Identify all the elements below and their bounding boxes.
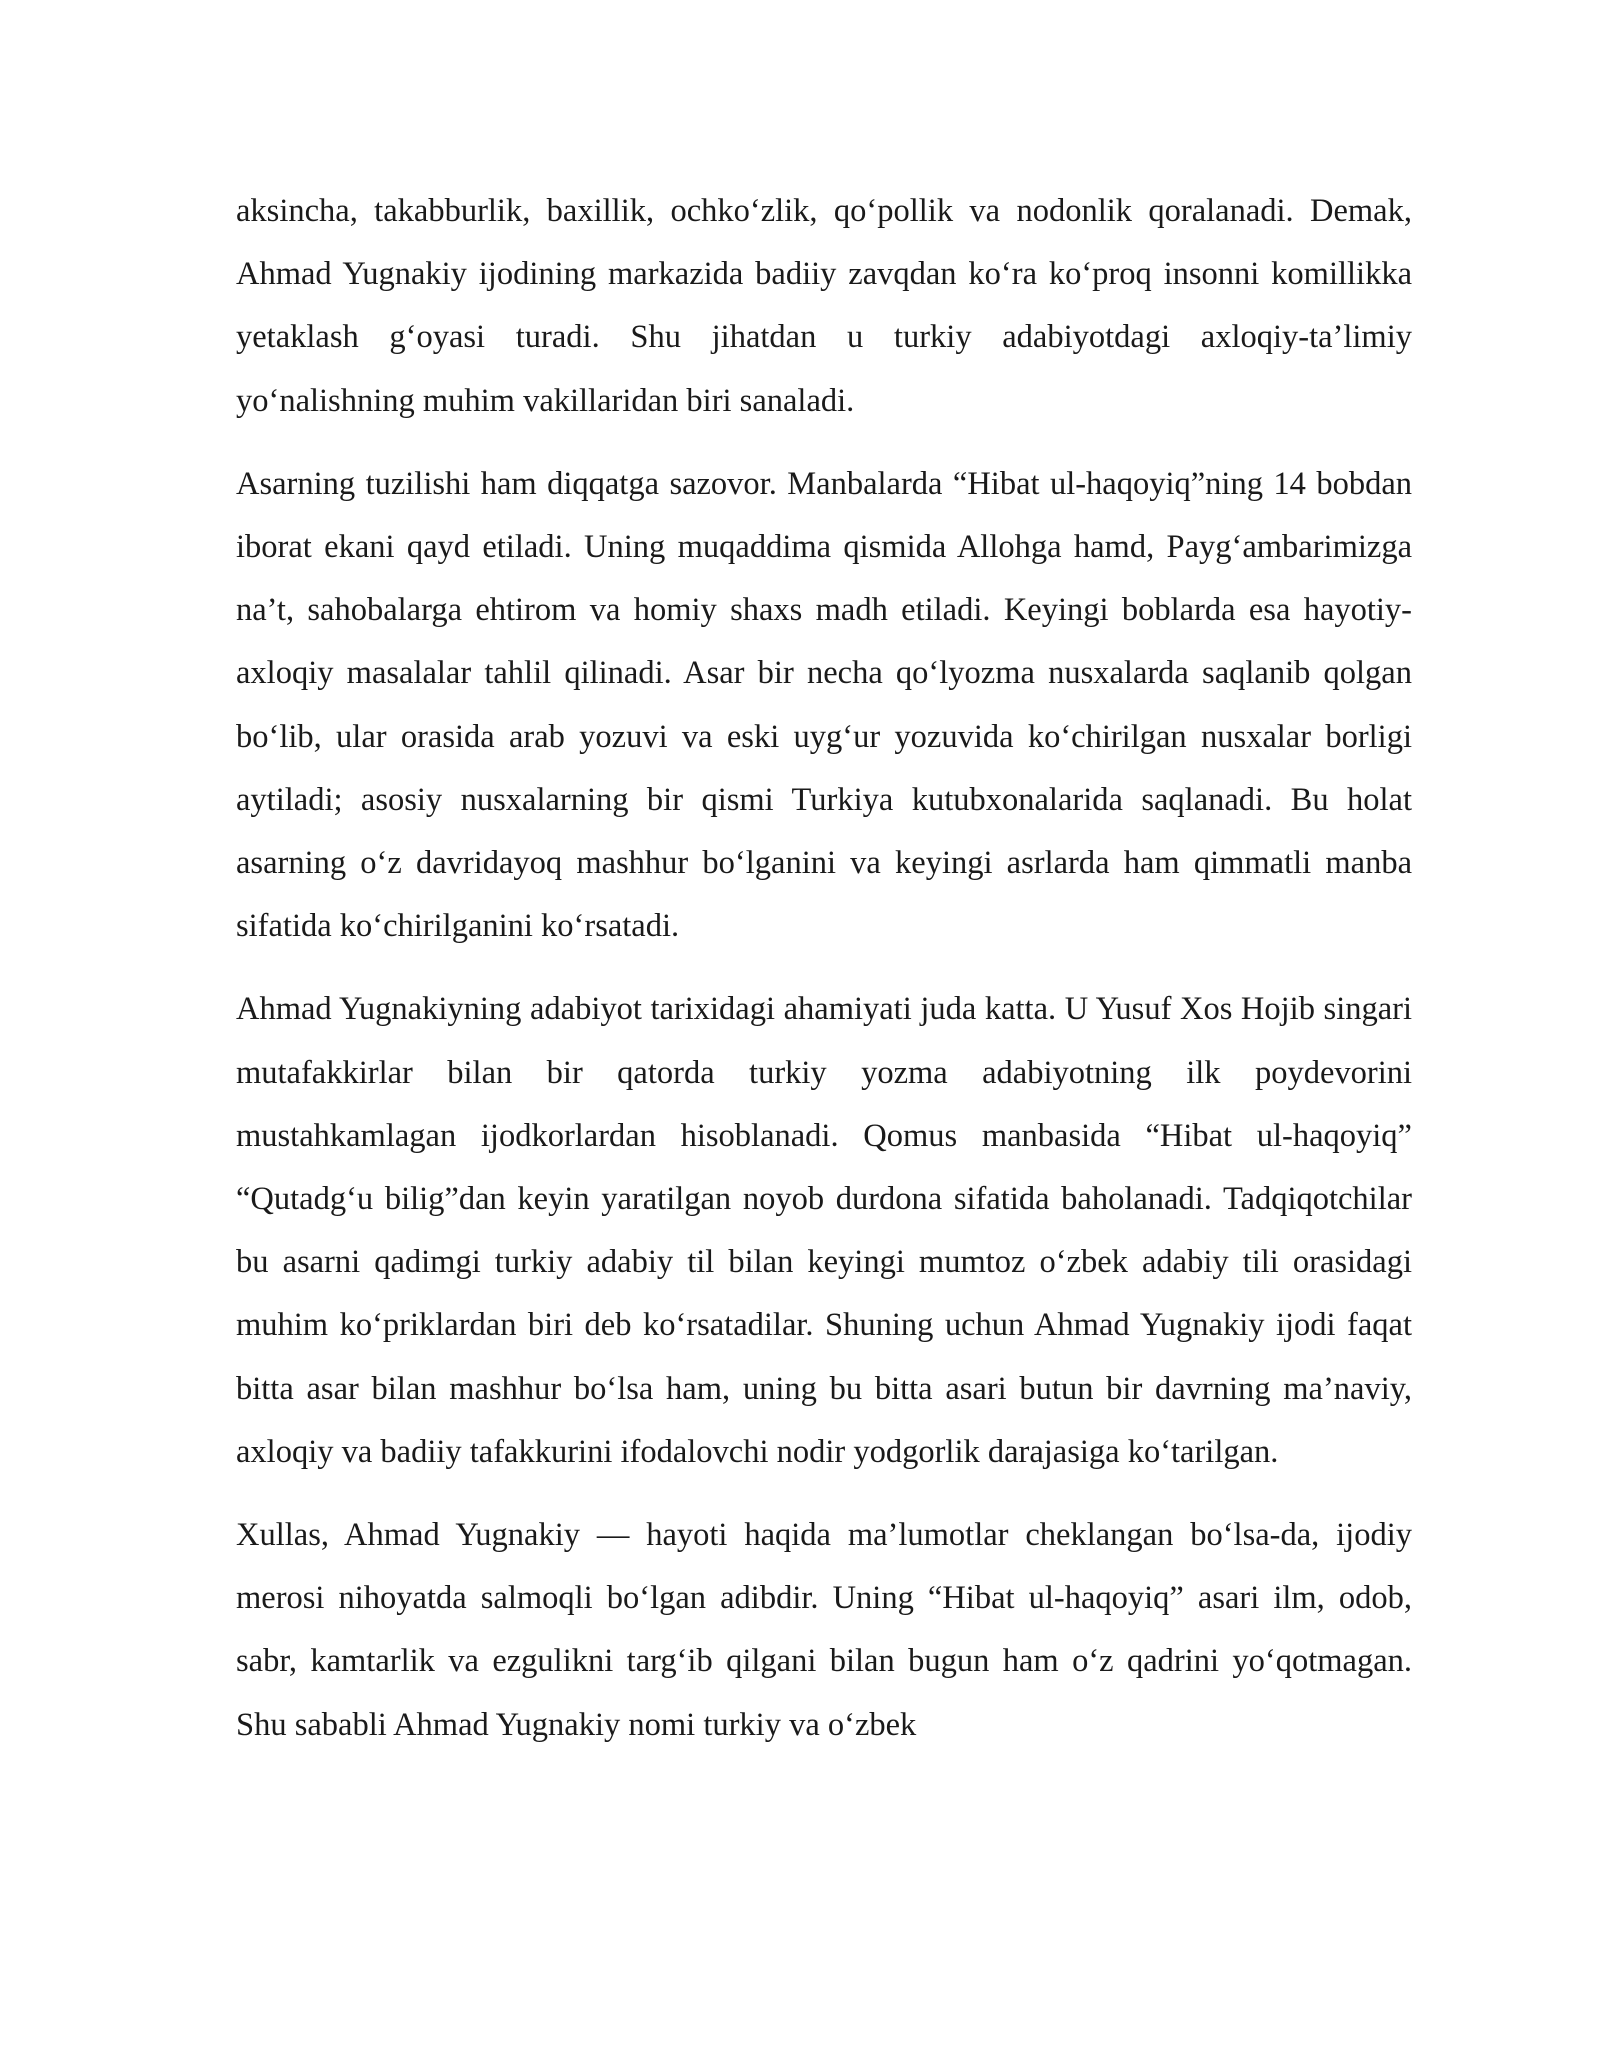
paragraph-1: aksincha, takabburlik, baxillik, ochko‘zlik, qo‘pollik va nodonlik qoralanadi. Demak, Ahmad Yugnakiy ijodining markazida badiiy zavqdan ko‘ra ko‘proq insonni komillikka yetaklash g‘oyasi turadi. Shu jihatdan u turkiy adabiyotdagi axloqiy-ta’limiy yo‘nalishning muhim vakillaridan biri sanaladi. [236, 193, 1412, 419]
paragraph-3: Ahmad Yugnakiyning adabiyot tarixidagi ahamiyati juda katta. U Yusuf Xos Hojib singari mutafakkirlar bilan bir qatorda turkiy yozma adabiyotning ilk poydevorini mustahkamlagan ijodkorlardan hisoblanadi. Qomus manbasida “Hibat ul-haqoyiq” “Qutadg‘u bilig”dan keyin yaratilgan noyob durdona sifatida baholanadi. Tadqiqotchilar bu asarni qadimgi turkiy adabiy til bilan keyingi mumtoz o‘zbek adabiy tili orasidagi muhim ko‘priklardan biri deb ko‘rsatadilar. Shuning uchun Ahmad Yugnakiy ijodi faqat bitta asar bilan mashhur bo‘lsa ham, uning bu bitta asari butun bir davrning ma’naviy, axloqiy va badiiy tafakkurini ifodalovchi nodir yodgorlik darajasiga ko‘tarilgan. [236, 991, 1412, 1470]
document-body [236, 180, 1412, 1777]
paragraph-2: Asarning tuzilishi ham diqqatga sazovor. Manbalarda “Hibat ul-haqoyiq”ning 14 bobdan iborat ekani qayd etiladi. Uning muqaddima qismida Allohga hamd, Payg‘ambarimizga na’t, sahobalarga ehtirom va homiy shaxs madh etiladi. Keyingi boblarda esa hayotiy-axloqiy masalalar tahlil qilinadi. Asar bir necha qo‘lyozma nusxalarda saqlanib qolgan bo‘lib, ular orasida arab yozuvi va eski uyg‘ur yozuvida ko‘chirilgan nusxalar borligi aytiladi; asosiy nusxalarning bir qismi Turkiya kutubxonalarida saqlanadi. Bu holat asarning o‘z davridayoq mashhur bo‘lganini va keyingi asrlarda ham qimmatli manba sifatida ko‘chirilganini ko‘rsatadi. [236, 465, 1412, 945]
paragraph-4: Xullas, Ahmad Yugnakiy — hayoti haqida ma’lumotlar cheklangan bo‘lsa-da, ijodiy merosi nihoyatda salmoqli bo‘lgan adibdir. Uning “Hibat ul-haqoyiq” asari ilm, odob, sabr, kamtarlik va ezgulikni targ‘ib qilgani bilan bugun ham o‘z qadrini yo‘qotmagan. Shu sababli Ahmad Yugnakiy nomi turkiy va o‘zbek [236, 1517, 1412, 1743]
